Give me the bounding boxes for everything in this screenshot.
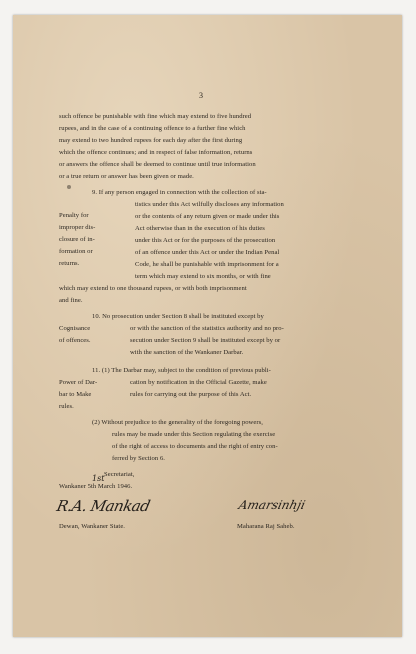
dewan-title: Dewan, Wankaner State.: [59, 523, 125, 530]
margin-note-penalty: Penalty for: [59, 212, 89, 219]
margin-note-penalty: returns.: [59, 260, 80, 267]
text-line: may extend to two hundred rupees for each day after the first during: [59, 137, 243, 144]
margin-note-rules: rules.: [59, 403, 74, 410]
text-line: Act otherwise than in the execution of his duties: [135, 225, 265, 232]
margin-note-cognisance: Cognisance: [59, 325, 91, 332]
text-line: or the contents of any return given or made under this: [135, 213, 280, 220]
text-line: of an offence under this Act or under the Indian Penal: [135, 249, 280, 256]
dewan-signature: R.A. Mankad: [55, 497, 152, 515]
text-line: with the sanction of the Wankaner Darbar.: [130, 349, 244, 356]
text-line: secution under Section 9 shall be instituted except by or: [130, 337, 281, 344]
text-line: or a true return or answer has been given or made.: [59, 173, 194, 180]
margin-note-penalty: closure of in-: [59, 236, 95, 243]
maharana-title: Maharana Raj Saheb.: [237, 523, 295, 530]
text-line: rupees, and in the case of a continuing offence to a further fine which: [59, 125, 246, 132]
text-line: tistics under this Act wilfully discloses any information: [135, 201, 284, 208]
text-line: rules for carrying out the purpose of this Act.: [130, 391, 252, 398]
text-line: cation by notification in the Official Gazette, make: [130, 379, 267, 386]
section-10-heading-line: 10. No prosecution under Section 8 shall be instituted except by: [92, 313, 264, 320]
document-page: [13, 15, 402, 637]
text-line: which may extend to one thousand rupees, or with both imprisonment: [59, 285, 247, 292]
text-line: rules may be made under this Section regulating the exercise: [112, 431, 276, 438]
margin-note-rules: Power of Dar-: [59, 379, 98, 386]
margin-note-penalty: improper dis-: [59, 224, 96, 231]
text-line: term which may extend to six months, or with fine: [135, 273, 271, 280]
text-line: under this Act or for the purposes of the prosecution: [135, 237, 276, 244]
text-line: ferred by Section 6.: [112, 455, 165, 462]
subsection-2-line: (2) Without prejudice to the generality of the foregoing powers,: [92, 419, 263, 426]
section-11-heading-line: 11. (1) The Darbar may, subject to the condition of previous publi-: [92, 367, 271, 374]
text-line: such offence be punishable with fine which may extend to five hundred: [59, 113, 252, 120]
handwritten-date-correction: 1st: [92, 474, 105, 483]
text-line: and fine.: [59, 297, 83, 304]
text-line: which the offence continues; and in respect of false information, returns: [59, 149, 253, 156]
text-line: Code, he shall be punishable with imprisonment for a: [135, 261, 279, 268]
margin-note-penalty: formation or: [59, 248, 93, 255]
text-line: of the right of access to documents and the right of entry con-: [112, 443, 278, 450]
text-line: or answers the offence shall be deemed to continue until true information: [59, 161, 256, 168]
margin-note-rules: bar to Make: [59, 391, 92, 398]
maharana-signature: Amarsinhji: [237, 498, 307, 512]
page-number: 3: [199, 91, 204, 100]
secretariat-label: Secretariat,: [104, 471, 135, 478]
date-line: Wankaner 5th March 1946.: [59, 483, 133, 490]
margin-note-cognisance: of offences.: [59, 337, 91, 344]
text-line: or with the sanction of the statistics authority and no pro-: [130, 325, 284, 332]
ink-mark: [67, 185, 71, 189]
section-9-heading-line: 9. If any person engaged in connection with the collection of sta-: [92, 189, 267, 196]
